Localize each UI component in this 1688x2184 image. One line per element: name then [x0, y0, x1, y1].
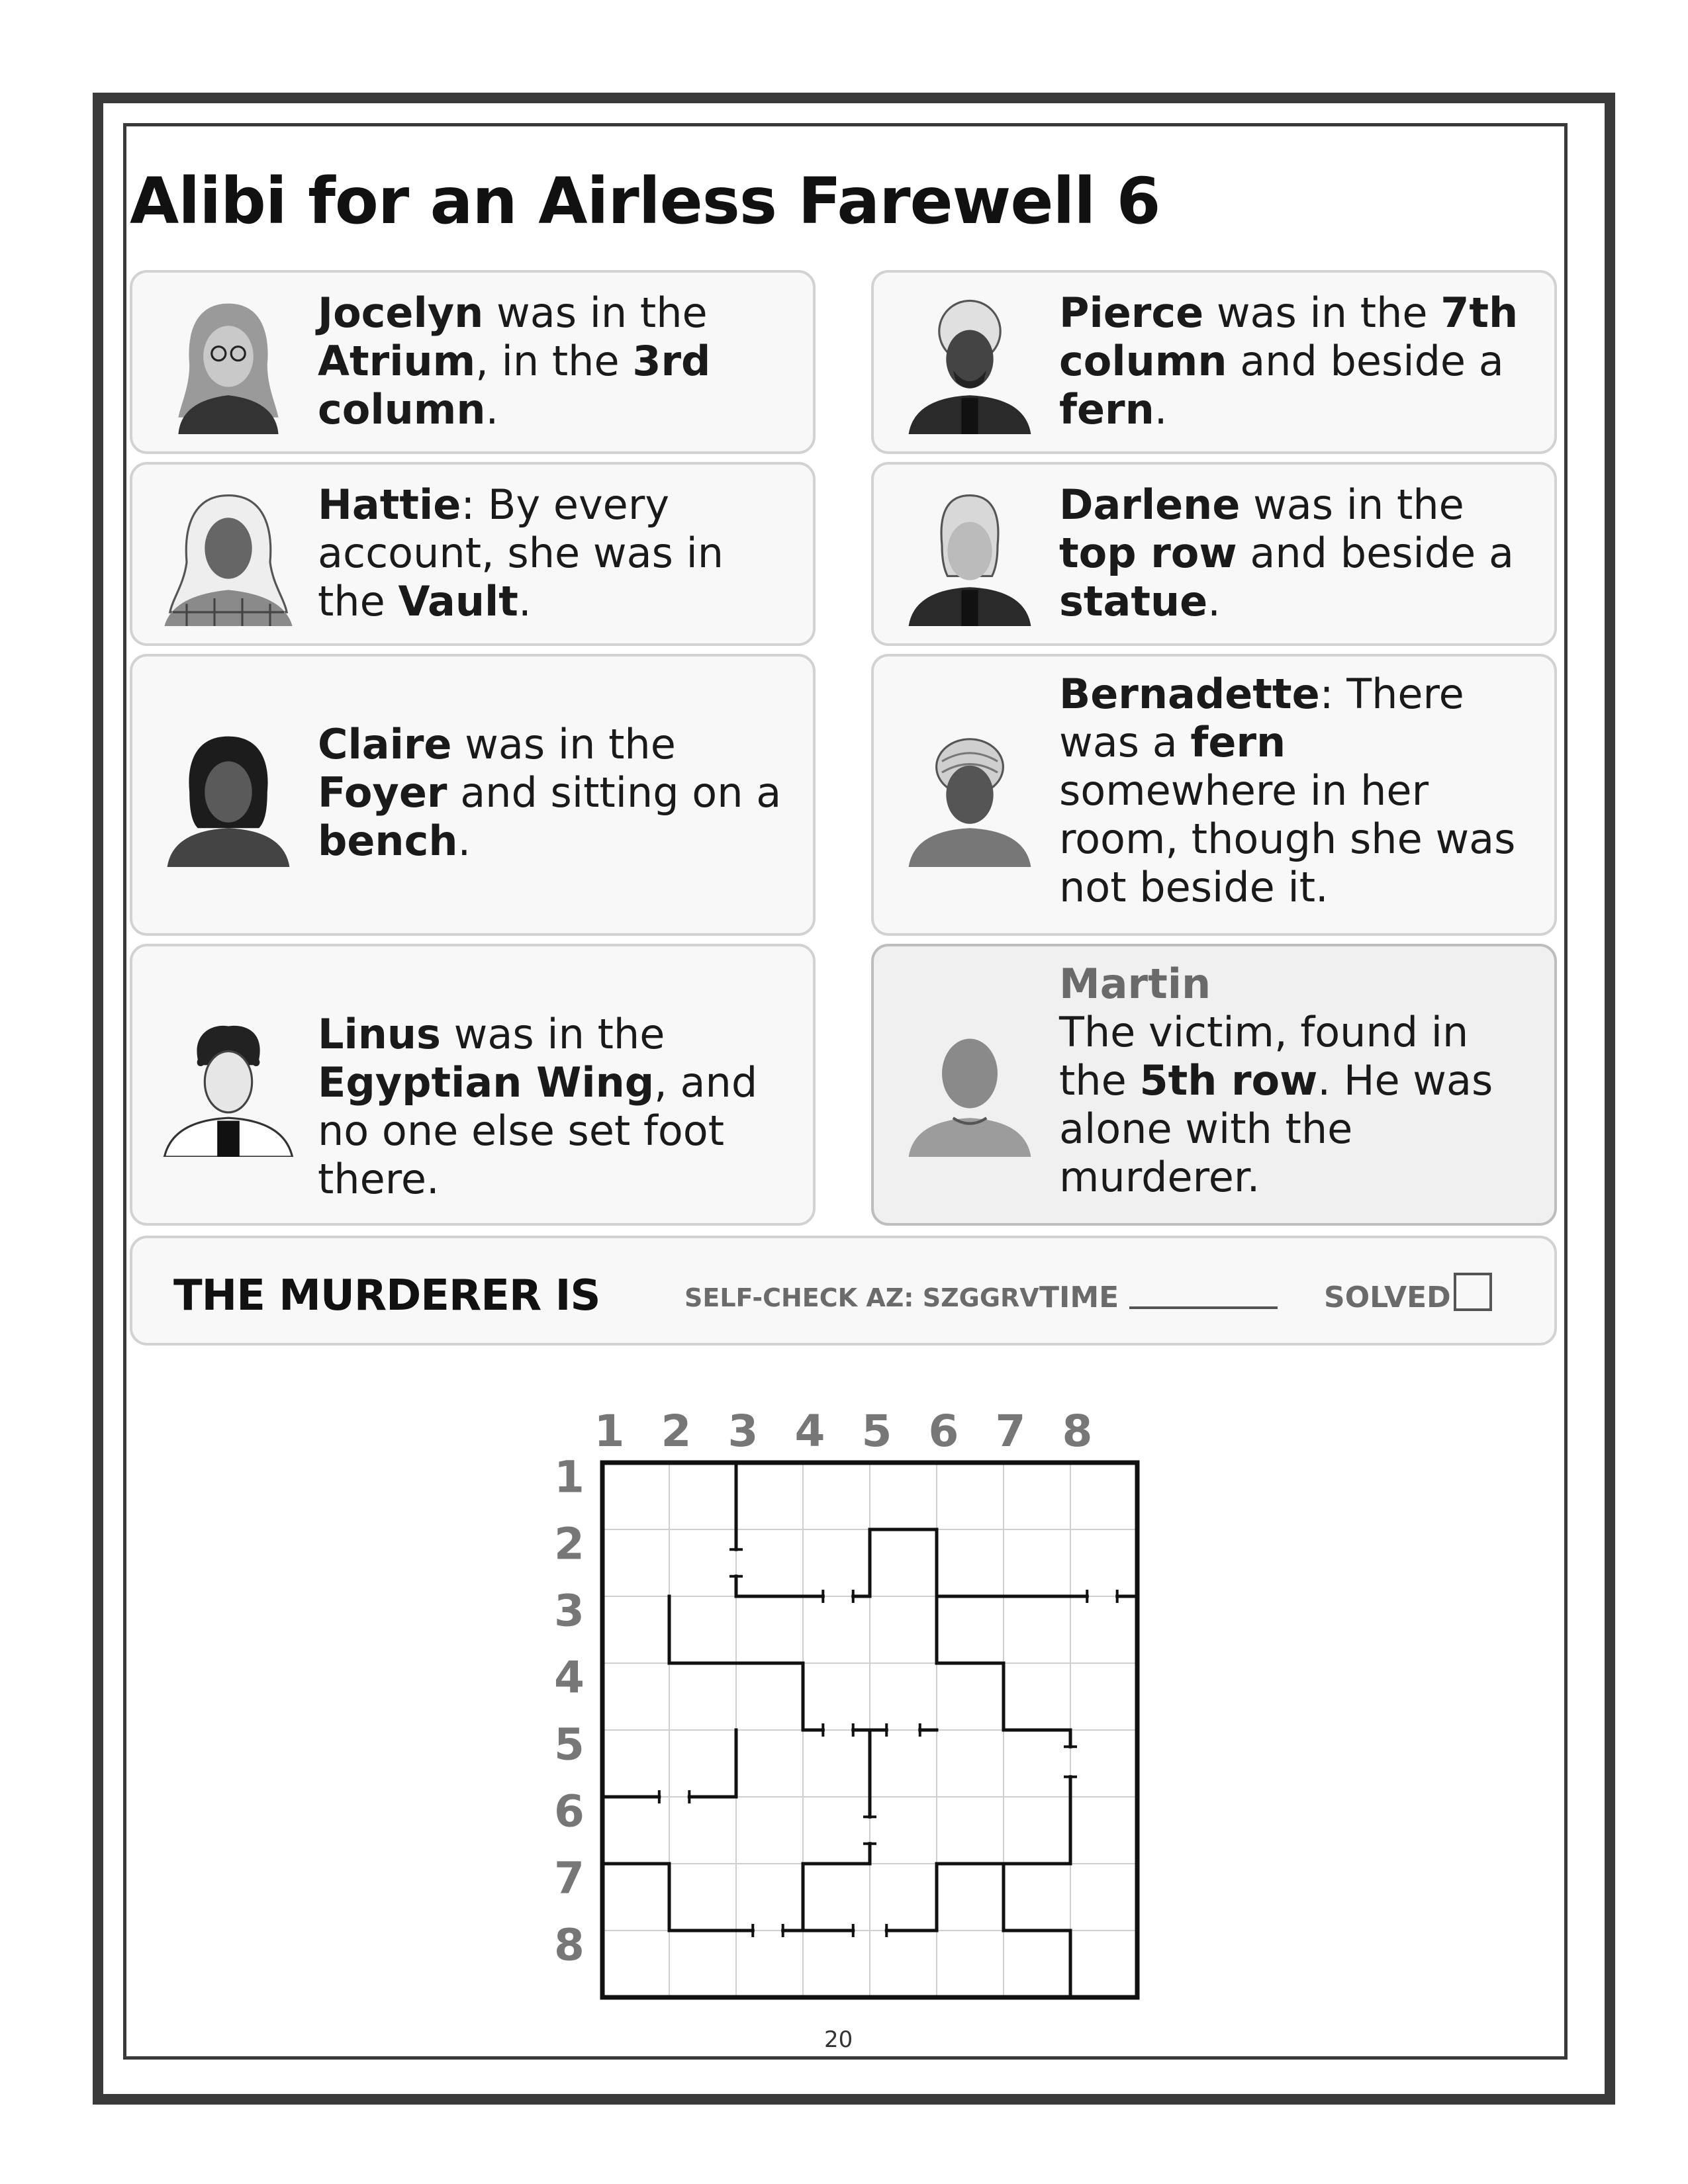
row-label: 4: [554, 1652, 585, 1704]
row-label: 1: [554, 1451, 585, 1503]
clue-text: Hattie: By every account, she was in the Vault.: [318, 480, 724, 625]
solved-label: SOLVED: [1324, 1281, 1451, 1314]
victim-name: Martin: [1059, 960, 1211, 1008]
row-label: 7: [554, 1852, 585, 1904]
murderer-label: THE MURDERER IS: [173, 1271, 600, 1320]
row-label: 3: [554, 1585, 585, 1637]
row-label: 8: [554, 1919, 585, 1971]
puzzle-title: Alibi for an Airless Farewell 6: [130, 164, 1160, 238]
self-check-code: SELF-CHECK AZ: SZGGRV: [684, 1283, 1039, 1312]
time-label: TIME: [1039, 1281, 1119, 1314]
clue-text: Martin The victim, found in the 5th row. He was alone with the murderer.: [1059, 960, 1534, 1201]
column-label: 1: [594, 1406, 625, 1457]
clue-text: Linus was in the Egyptian Wing, and no one else set foot there.: [318, 1010, 758, 1203]
row-label: 2: [554, 1518, 585, 1570]
page-number: 20: [824, 2026, 853, 2053]
column-label: 6: [928, 1406, 959, 1457]
clue-text: Bernadette: There was a fern somewhere in her room, though she was not beside it.: [1059, 670, 1516, 911]
row-label: 6: [554, 1786, 585, 1837]
clue-text: Jocelyn was in the Atrium, in the 3rd column.: [318, 289, 711, 433]
column-label: 5: [861, 1406, 892, 1457]
clue-text: Claire was in the Foyer and sitting on a bench.: [318, 720, 782, 865]
clue-text: Pierce was in the 7th column and beside a fern.: [1059, 289, 1519, 433]
column-label: 8: [1062, 1406, 1093, 1457]
row-label: 5: [554, 1719, 585, 1770]
column-label: 3: [727, 1406, 759, 1457]
column-label: 7: [995, 1406, 1026, 1457]
clue-text: Darlene was in the top row and beside a statue.: [1059, 480, 1514, 625]
column-label: 2: [661, 1406, 692, 1457]
column-label: 4: [794, 1406, 825, 1457]
